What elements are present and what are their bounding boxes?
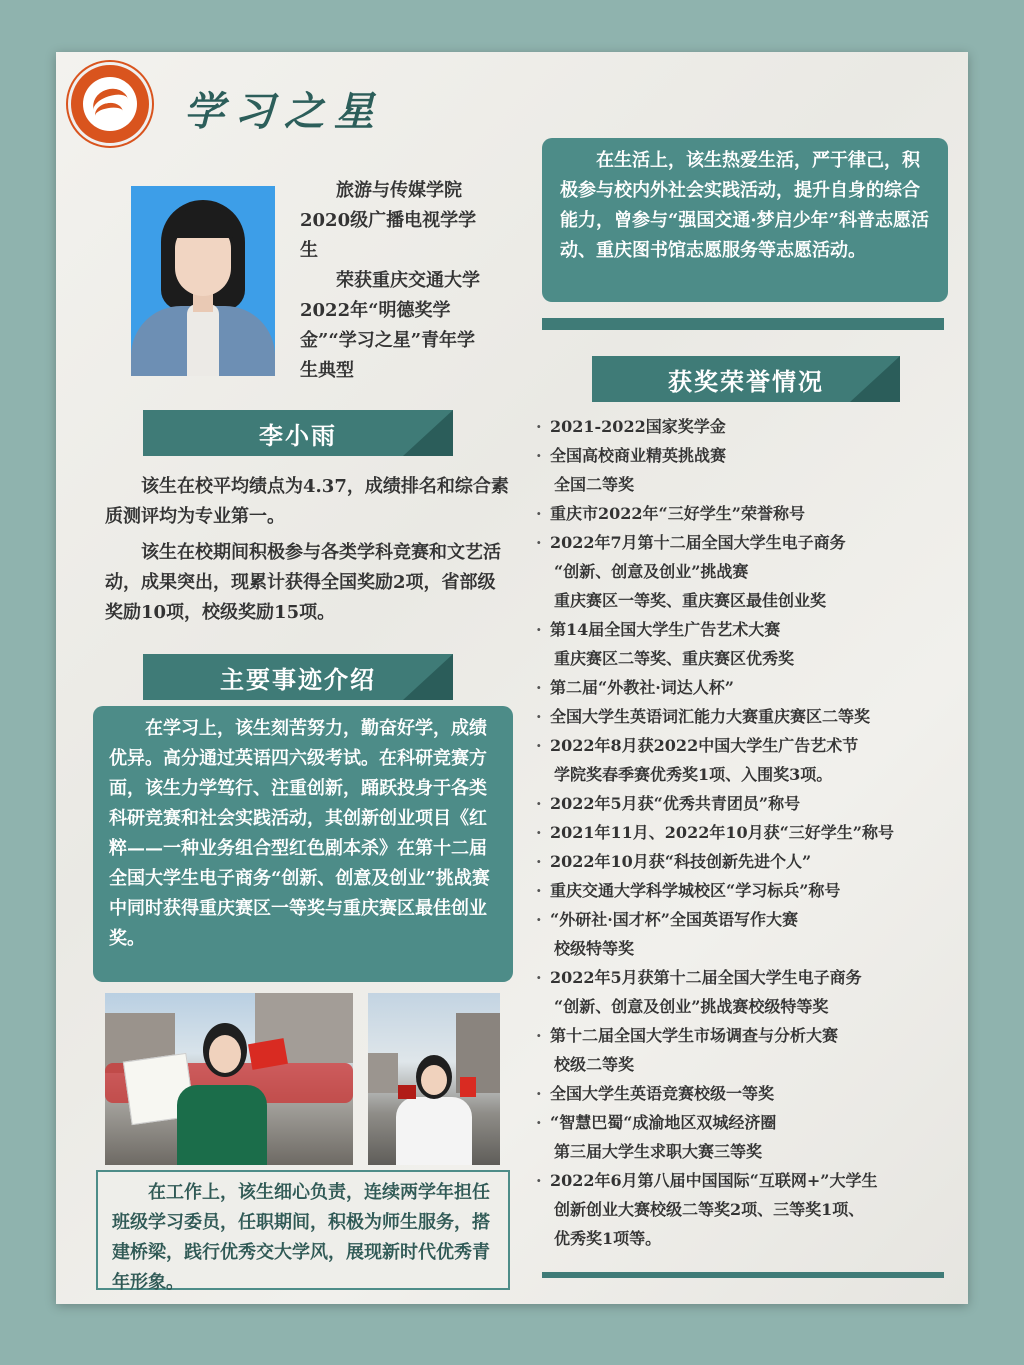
- school-logo: [68, 62, 152, 146]
- award-bullet: ·: [536, 620, 542, 639]
- award-item: [536, 470, 966, 499]
- intro-honor: 荣获重庆交通大学2022年“明德奖学金”“学习之星”青年学生典型: [300, 270, 480, 381]
- life-box: [542, 138, 948, 302]
- award-item: [536, 441, 966, 470]
- award-text: 第三届大学生求职大赛三等奖: [554, 1142, 763, 1161]
- award-text: 2022年7月第十二届全国大学生电子商务: [550, 533, 846, 552]
- student-portrait: [131, 186, 275, 376]
- award-text: “智慧巴蜀“成渝地区双城经济圈: [550, 1113, 777, 1132]
- work-text: 在工作上，该生细心负责，连续两学年担任班级学习委员，任职期间，积极为师生服务，搭建桥梁，践行优秀交大学风，展现新时代优秀青年形象。: [112, 1182, 490, 1293]
- award-item: [536, 702, 966, 731]
- award-bullet: ·: [536, 968, 542, 987]
- award-item: [536, 760, 966, 789]
- award-text: 校级二等奖: [554, 1055, 635, 1074]
- award-text: “外研社·国才杯”全国英语写作大赛: [550, 910, 798, 929]
- award-bullet: ·: [536, 707, 542, 726]
- award-bullet: ·: [536, 1084, 542, 1103]
- award-item: [536, 818, 966, 847]
- award-photo-right: [368, 993, 500, 1165]
- award-text: 全国大学生英语竞赛校级一等奖: [550, 1084, 775, 1103]
- award-text: 创新创业大赛校级二等奖2项、三等奖1项、: [554, 1200, 865, 1219]
- academics-awards-summary: 该生在校期间积极参与各类学科竞赛和文艺活动，成果突出，现累计获得全国奖励2项，省部级奖励10项，校级奖励15项。: [105, 542, 501, 623]
- award-text: 校级特等奖: [554, 939, 635, 958]
- award-photo-left: [105, 993, 353, 1165]
- award-bullet: ·: [536, 504, 542, 523]
- award-item: [536, 412, 966, 441]
- award-item: [536, 1224, 966, 1253]
- award-bullet: ·: [536, 1113, 542, 1132]
- award-item: [536, 1137, 966, 1166]
- work-box: [96, 1170, 510, 1293]
- award-bullet: ·: [536, 823, 542, 842]
- award-item: [536, 789, 966, 818]
- award-text: 重庆交通大学科学城校区“学习标兵”称号: [550, 881, 841, 900]
- awards-heading: 获奖荣誉情况: [592, 356, 900, 402]
- award-item: [536, 731, 966, 760]
- award-item: [536, 1195, 966, 1224]
- study-text: 在学习上，该生刻苦努力，勤奋好学，成绩优异。高分通过英语四六级考试。在科研竞赛方面，该生力学笃行、注重创新，踊跃投身于各类科研竞赛和社会实践活动，其创新创业项目《红粹——一种业务组合型红色剧本杀》在第十二届全国大学生电子商务“创新、创意及创业”挑战赛中同时获得重庆赛区一等奖与重庆赛区最佳创业奖。: [109, 718, 490, 949]
- award-text: 第十二届全国大学生市场调查与分析大赛: [550, 1026, 839, 1045]
- award-text: 2021年11月、2022年10月获“三好学生”称号: [550, 823, 895, 842]
- award-bullet: ·: [536, 417, 542, 436]
- life-text: 在生活上，该生热爱生活，严于律己，积极参与校内外社会实践活动，提升自身的综合能力，曾参与“强国交通·梦启少年”科普志愿活动、重庆图书馆志愿服务等志愿活动。: [560, 150, 929, 261]
- award-text: “创新、创意及创业”挑战赛: [554, 562, 749, 581]
- award-text: 全国高校商业精英挑战赛: [550, 446, 727, 465]
- award-text: 2022年8月获2022中国大学生广告艺术节: [550, 736, 859, 755]
- study-box: [93, 706, 513, 982]
- divider-bottom: [542, 1272, 944, 1278]
- award-text: 学院奖春季赛优秀奖1项、入围奖3项。: [554, 765, 833, 784]
- award-text: 2022年6月第八届中国国际“互联网+”大学生: [550, 1171, 878, 1190]
- award-item: [536, 615, 966, 644]
- award-item: [536, 644, 966, 673]
- deeds-banner: [143, 654, 453, 700]
- award-bullet: ·: [536, 736, 542, 755]
- deeds-heading: 主要事迹介绍: [143, 654, 453, 700]
- page-title: 学习之星: [184, 88, 384, 135]
- award-bullet: ·: [536, 910, 542, 929]
- award-text: 优秀奖1项等。: [554, 1229, 662, 1248]
- award-item: [536, 528, 966, 557]
- award-text: “创新、创意及创业”挑战赛校级特等奖: [554, 997, 829, 1016]
- award-item: [536, 934, 966, 963]
- academics-gpa: 该生在校平均绩点为4.37，成绩排名和综合素质测评均为专业第一。: [105, 476, 509, 527]
- name-banner: [143, 410, 453, 456]
- award-item: [536, 905, 966, 934]
- award-item: [536, 1021, 966, 1050]
- award-bullet: ·: [536, 1171, 542, 1190]
- award-item: [536, 992, 966, 1021]
- awards-banner: [592, 356, 900, 402]
- award-text: 全国二等奖: [554, 475, 635, 494]
- award-item: [536, 1108, 966, 1137]
- award-item: [536, 673, 966, 702]
- award-bullet: ·: [536, 678, 542, 697]
- award-text: 2021-2022国家奖学金: [550, 417, 726, 436]
- award-item: [536, 847, 966, 876]
- award-bullet: ·: [536, 446, 542, 465]
- award-item: [536, 1079, 966, 1108]
- award-text: 第二届“外教社·词达人杯”: [550, 678, 734, 697]
- intro-department: 旅游与传媒学院2020级广播电视学学生: [300, 180, 477, 261]
- award-bullet: ·: [536, 533, 542, 552]
- award-bullet: ·: [536, 881, 542, 900]
- student-name: 李小雨: [143, 410, 453, 456]
- award-text: 重庆赛区一等奖、重庆赛区最佳创业奖: [554, 591, 827, 610]
- award-item: [536, 586, 966, 615]
- award-text: 全国大学生英语词汇能力大赛重庆赛区二等奖: [550, 707, 871, 726]
- award-item: [536, 557, 966, 586]
- divider-top: [542, 318, 944, 330]
- award-item: [536, 1166, 966, 1195]
- award-bullet: ·: [536, 794, 542, 813]
- academics-section: [105, 472, 510, 628]
- award-text: 2022年10月获“科技创新先进个人”: [550, 852, 812, 871]
- award-item: [536, 499, 966, 528]
- award-item: [536, 876, 966, 905]
- award-text: 第14届全国大学生广告艺术大赛: [550, 620, 781, 639]
- award-item: [536, 1050, 966, 1079]
- award-text: 重庆市2022年“三好学生”荣誉称号: [550, 504, 805, 523]
- awards-list: [536, 412, 966, 1253]
- award-bullet: ·: [536, 1026, 542, 1045]
- award-text: 2022年5月获第十二届全国大学生电子商务: [550, 968, 862, 987]
- award-bullet: ·: [536, 852, 542, 871]
- award-text: 2022年5月获“优秀共青团员”称号: [550, 794, 801, 813]
- award-text: 重庆赛区二等奖、重庆赛区优秀奖: [554, 649, 795, 668]
- award-item: [536, 963, 966, 992]
- student-intro: [300, 176, 490, 386]
